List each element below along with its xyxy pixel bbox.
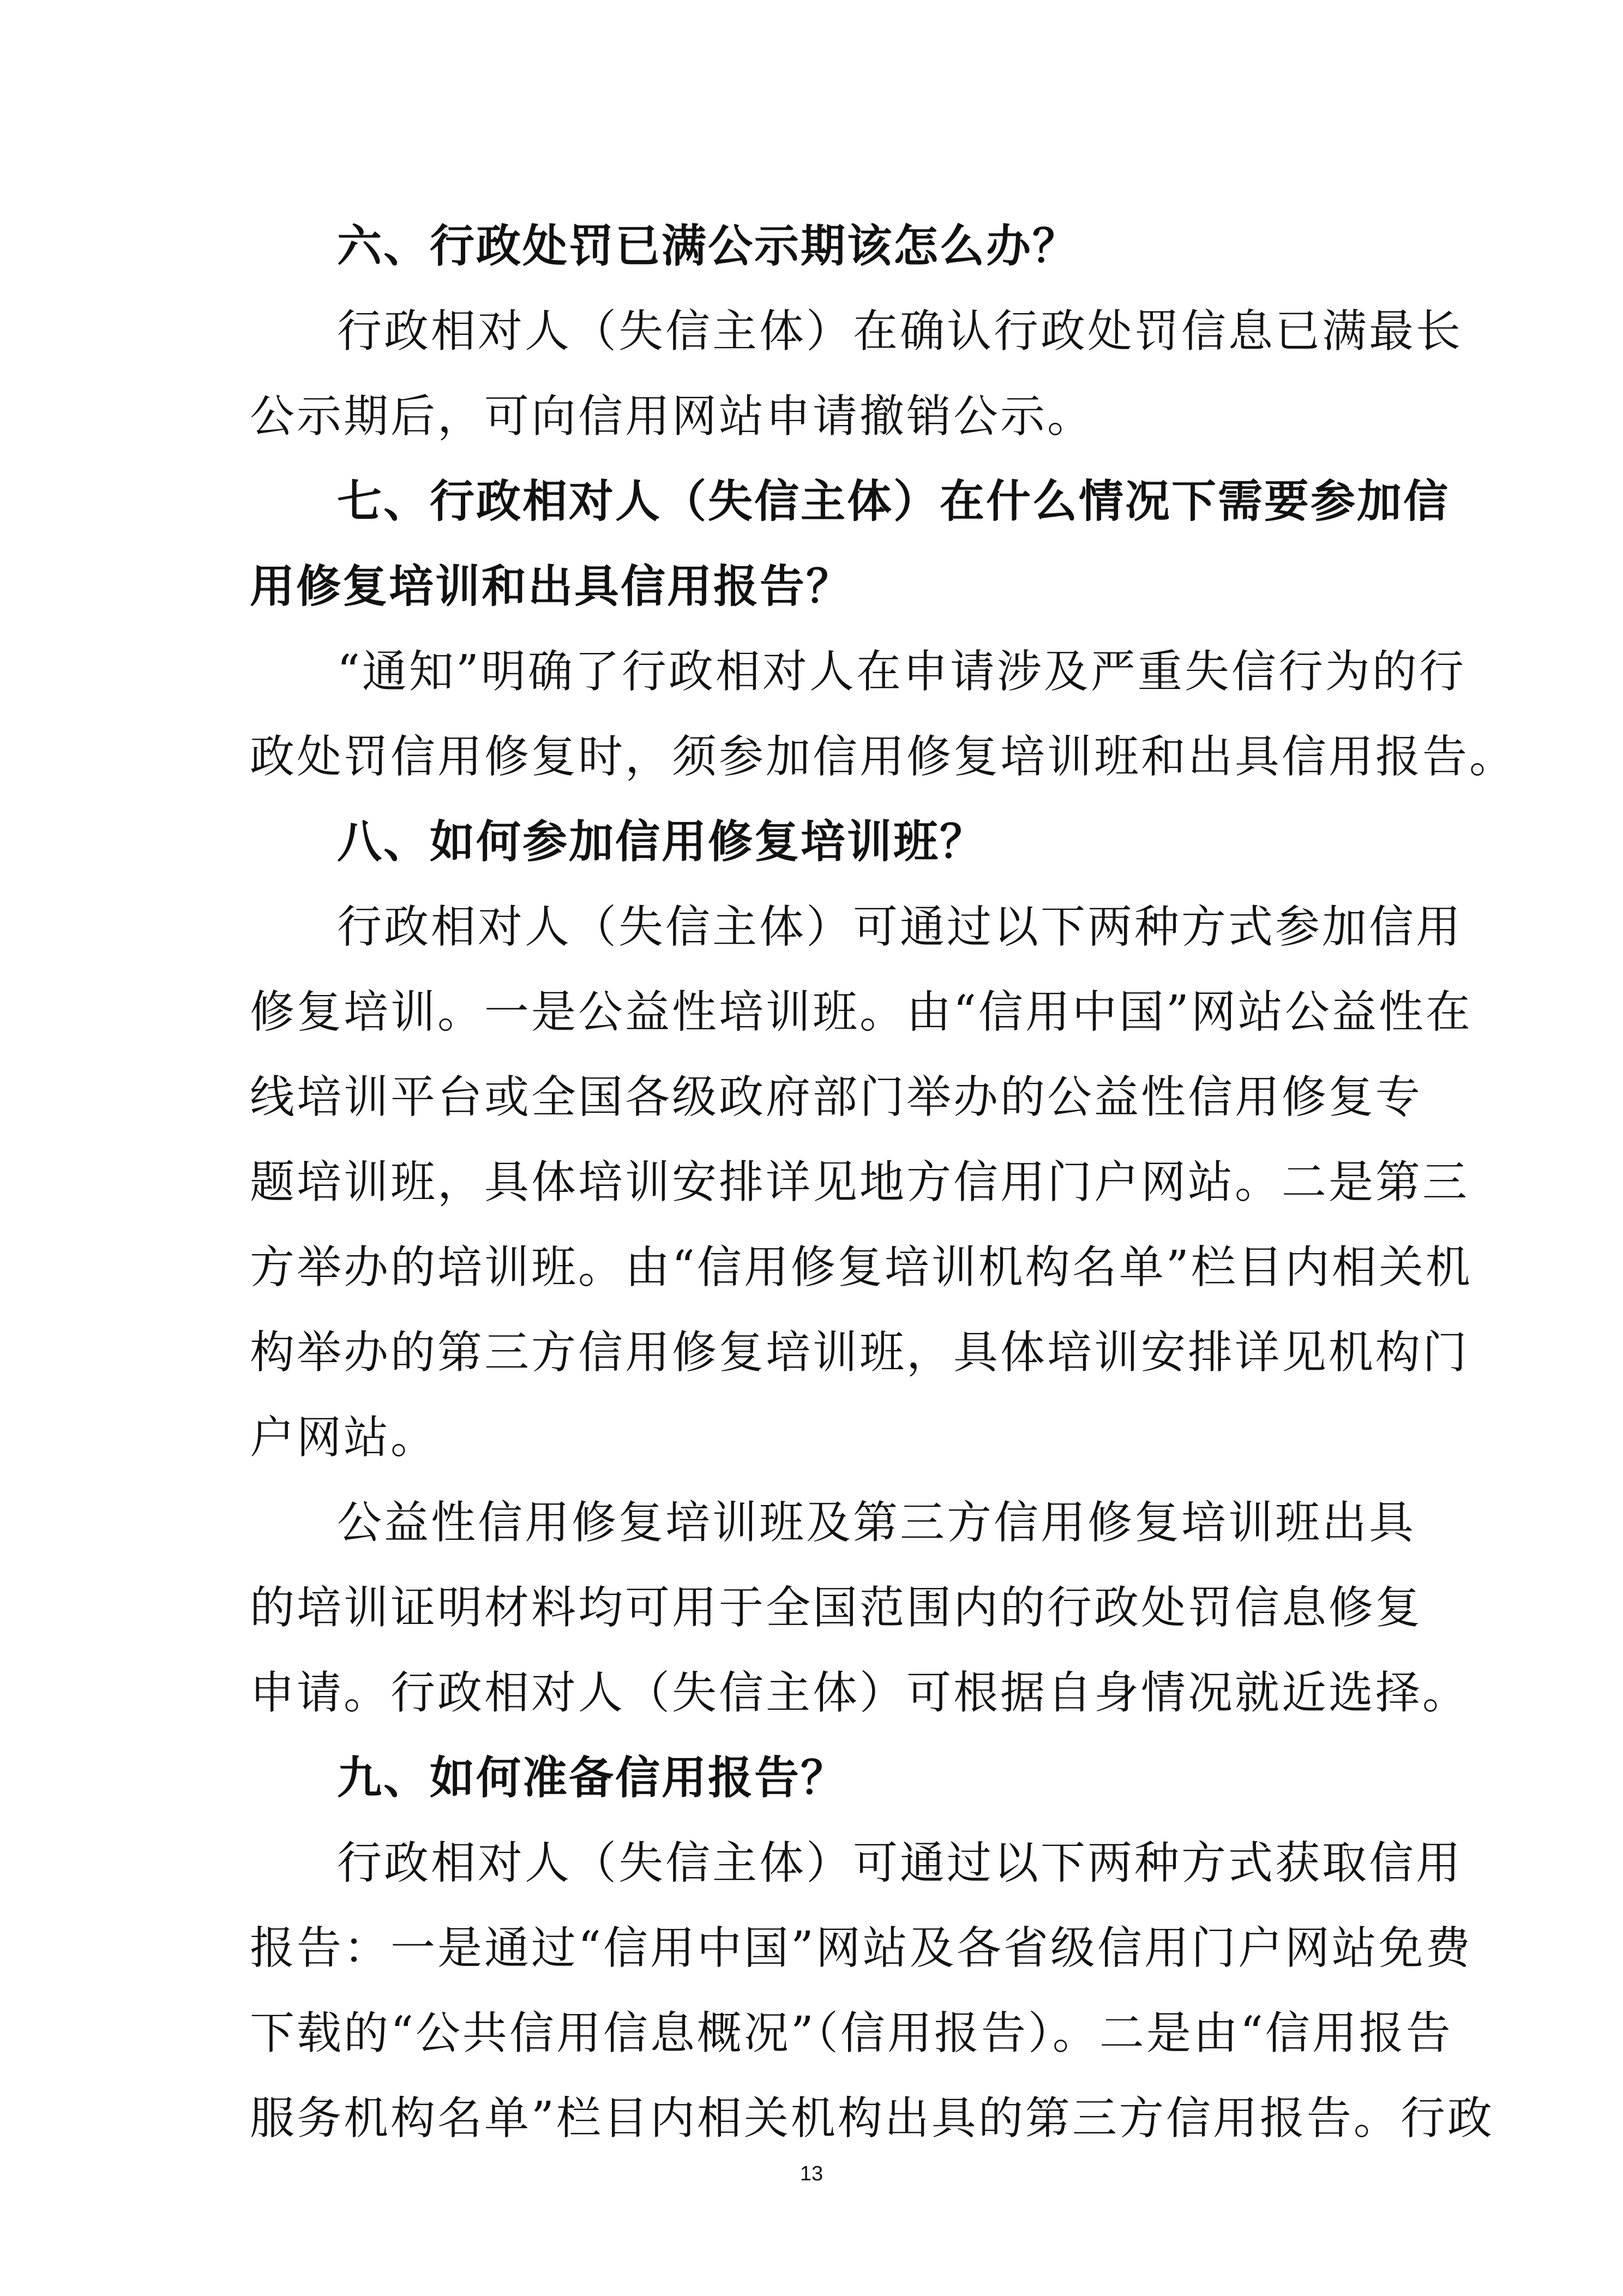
paragraph-line: 服务机构名单”栏目内相关机构出具的第三方信用报告。行政 bbox=[250, 2093, 1494, 2144]
paragraph-line: 申请。行政相对人（失信主体）可根据自身情况就近选择。 bbox=[250, 1667, 1470, 1719]
heading-section-8: 八、如何参加信用修复培训班？ bbox=[337, 816, 987, 868]
heading-section-7-continued: 用修复培训和出具信用报告？ bbox=[250, 561, 853, 613]
paragraph-line: 下载的“公共信用信息概况”（信用报告）。二是由“信用报告 bbox=[250, 2007, 1453, 2059]
paragraph-line: 行政相对人（失信主体）在确认行政处罚信息已满最长 bbox=[337, 305, 1463, 357]
paragraph-line: 行政相对人（失信主体）可通过以下两种方式参加信用 bbox=[337, 901, 1463, 953]
heading-section-9: 九、如何准备信用报告？ bbox=[337, 1752, 847, 1804]
paragraph-line: 报告：一是通过“信用中国”网站及各省级信用门户网站免费 bbox=[250, 1922, 1472, 1974]
page-number: 13 bbox=[800, 2162, 823, 2185]
paragraph-line: 行政相对人（失信主体）可通过以下两种方式获取信用 bbox=[337, 1837, 1463, 1889]
paragraph-line: 题培训班，具体培训安排详见地方信用门户网站。二是第三 bbox=[250, 1156, 1470, 1208]
paragraph-line: 方举办的培训班。由“信用修复培训机构名单”栏目内相关机 bbox=[250, 1242, 1472, 1293]
paragraph-line: 构举办的第三方信用修复培训班，具体培训安排详见机构门 bbox=[250, 1327, 1470, 1378]
paragraph-line: 修复培训。一是公益性培训班。由“信用中国”网站公益性在 bbox=[250, 986, 1472, 1038]
heading-section-7: 七、行政相对人（失信主体）在什么情况下需要参加信 bbox=[337, 476, 1450, 527]
paragraph-line: 公益性信用修复培训班及第三方信用修复培训班出具 bbox=[337, 1497, 1416, 1549]
paragraph-line: 政处罚信用修复时，须参加信用修复培训班和出具信用报告。 bbox=[250, 731, 1517, 783]
paragraph-line: 公示期后，可向信用网站申请撤销公示。 bbox=[250, 391, 1095, 442]
paragraph-line: 户网站。 bbox=[250, 1412, 438, 1464]
paragraph-line: 线培训平台或全国各级政府部门举办的公益性信用修复专 bbox=[250, 1071, 1423, 1123]
paragraph-line: “通知”明确了行政相对人在申请涉及严重失信行为的行 bbox=[337, 646, 1466, 698]
heading-section-6: 六、行政处罚已满公示期该怎么办？ bbox=[337, 220, 1079, 272]
paragraph-line: 的培训证明材料均可用于全国范围内的行政处罚信息修复 bbox=[250, 1582, 1423, 1634]
